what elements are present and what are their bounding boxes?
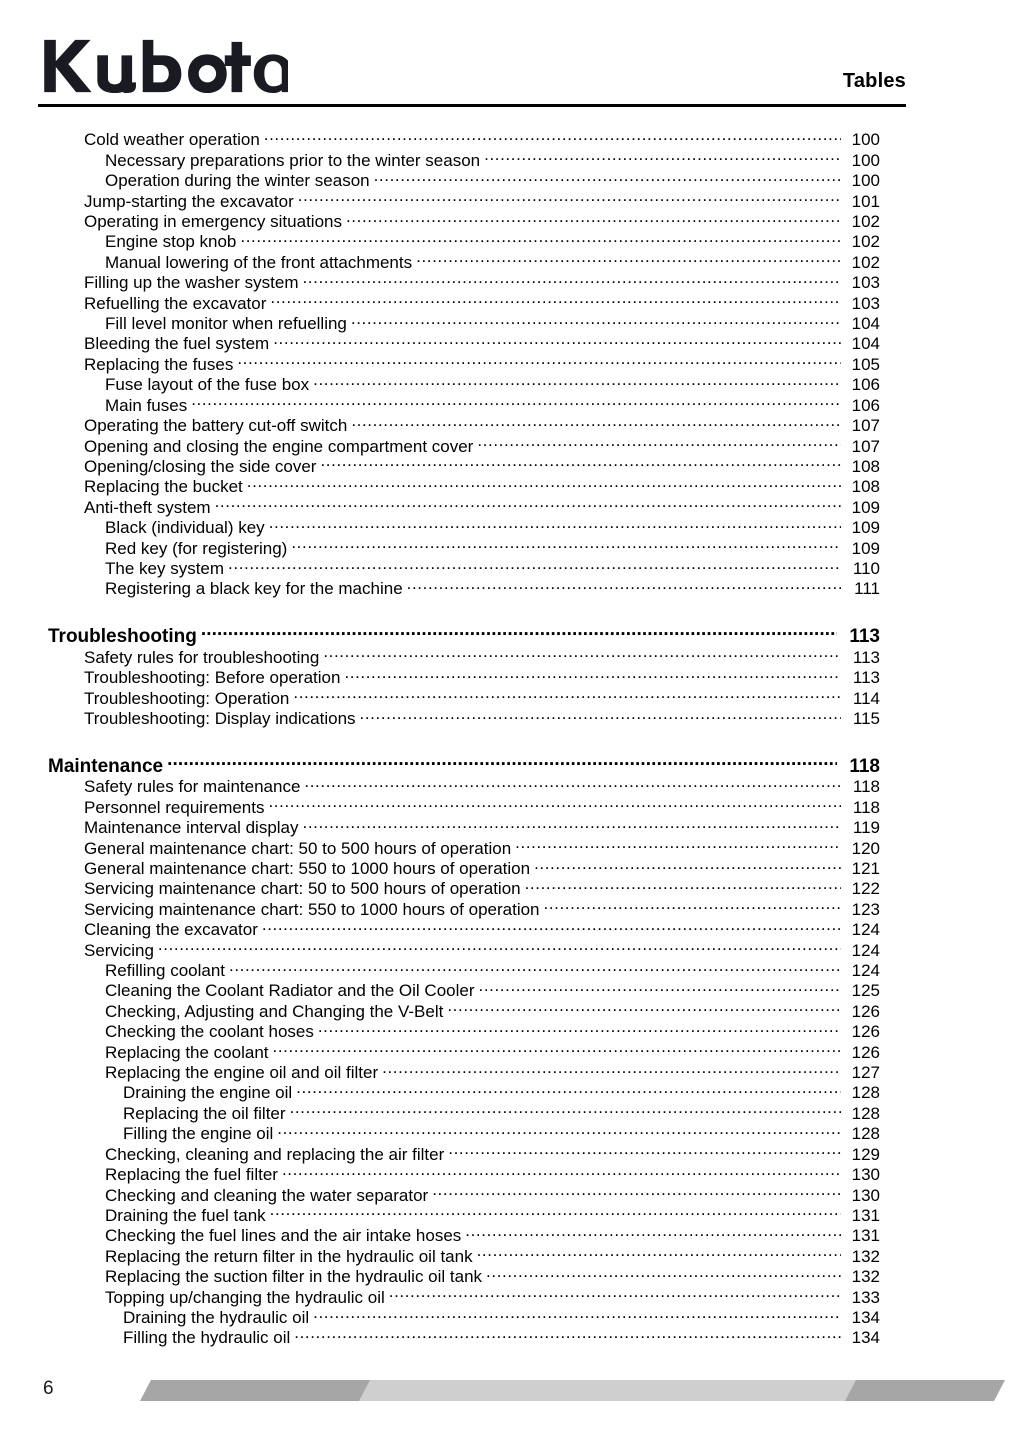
toc-entry-page-number: 100 — [851, 150, 880, 170]
toc-leader-dots — [351, 411, 841, 431]
toc-entry-label: Opening/closing the side cover — [84, 456, 317, 476]
toc-leader-dots — [228, 554, 841, 574]
toc-leader-dots — [273, 1037, 841, 1057]
toc-leader-dots — [416, 247, 841, 267]
toc-entry-label: Replacing the coolant — [105, 1042, 269, 1062]
toc-entry-label: Filling the hydraulic oil — [123, 1328, 291, 1348]
toc-leader-dots — [407, 574, 841, 594]
toc-entry-label: Troubleshooting: Before operation — [84, 668, 341, 688]
toc-entry-page-number: 110 — [852, 558, 880, 578]
toc-entry-page-number: 104 — [851, 314, 880, 334]
toc-leader-dots — [273, 329, 841, 349]
toc-entry-label: Cold weather operation — [84, 130, 260, 150]
toc-entry-label: Refilling coolant — [105, 961, 226, 981]
header-divider-rule — [38, 104, 906, 107]
toc-entry-label: Servicing maintenance chart: 50 to 500 hours of operation — [84, 879, 521, 899]
toc-entry-label: Operating the battery cut-off switch — [84, 416, 348, 436]
toc-entry-page-number: 113 — [852, 647, 880, 667]
toc-leader-dots — [346, 207, 841, 227]
toc-entry-label: Replacing the bucket — [84, 477, 243, 497]
toc-entry-page-number: 129 — [851, 1144, 880, 1164]
toc-entry-label: Maintenance interval display — [84, 818, 299, 838]
toc-leader-dots — [282, 1160, 841, 1180]
toc-entry-page-number: 124 — [851, 920, 880, 940]
toc-entry-page-number: 126 — [851, 1001, 880, 1021]
toc-entry-page-number: 109 — [851, 538, 880, 558]
toc-entry-label: Draining the hydraulic oil — [123, 1307, 310, 1327]
toc-entry-page-number: 132 — [851, 1246, 880, 1266]
toc-leader-dots — [270, 1201, 841, 1221]
toc-entry-page-number: 134 — [851, 1307, 880, 1327]
toc-entry-page-number: 134 — [851, 1328, 880, 1348]
toc-entry-page-number: 127 — [851, 1063, 880, 1083]
toc-entry-label: Cleaning the Coolant Radiator and the Oil Cooler — [105, 981, 475, 1001]
toc-entry-page-number: 106 — [851, 375, 880, 395]
toc-leader-dots — [344, 663, 841, 683]
toc-entry-page-number: 128 — [851, 1103, 880, 1123]
toc-leader-dots — [294, 1323, 841, 1343]
toc-entry-page-number: 107 — [851, 436, 880, 456]
toc-entry-label: Manual lowering of the front attachments — [105, 252, 413, 272]
toc-entry-label: Replacing the fuses — [84, 354, 234, 374]
toc-leader-dots — [264, 125, 841, 145]
toc-entry-label: The key system — [105, 558, 225, 578]
toc-entry-label: Safety rules for maintenance — [84, 777, 301, 797]
toc-entry-page-number: 124 — [851, 961, 880, 981]
toc-entry-label: Replacing the engine oil and oil filter — [105, 1063, 379, 1083]
toc-entry-page-number: 100 — [851, 130, 880, 150]
toc-leader-dots — [486, 1262, 841, 1282]
toc-entry-page-number: 103 — [851, 273, 880, 293]
toc-entry-page-number: 118 — [852, 797, 880, 817]
toc-entry-label: Replacing the fuel filter — [105, 1165, 278, 1185]
toc-entry-label: Cleaning the excavator — [84, 920, 258, 940]
toc-entry-page-number: 119 — [852, 818, 880, 838]
toc-entry-page-number: 130 — [851, 1185, 880, 1205]
toc-entry-page-number: 113 — [849, 626, 880, 648]
toc-entry-label: Topping up/changing the hydraulic oil — [105, 1287, 385, 1307]
toc-entry-label: Troubleshooting: Display indications — [84, 708, 356, 728]
toc-entry-page-number: 106 — [851, 395, 880, 415]
toc-entry-page-number: 102 — [851, 232, 880, 252]
toc-leader-dots — [270, 288, 841, 308]
toc-entry-page-number: 103 — [851, 293, 880, 313]
toc-entry-label: Main fuses — [105, 395, 188, 415]
toc-leader-dots — [534, 854, 841, 874]
toc-leader-dots — [229, 956, 841, 976]
toc-entry-label: Personnel requirements — [84, 797, 265, 817]
toc-entry-label: Checking and cleaning the water separator — [105, 1185, 429, 1205]
toc-entry-page-number: 114 — [852, 688, 880, 708]
toc-leader-dots — [323, 642, 841, 662]
toc-entry-label: Draining the engine oil — [123, 1083, 293, 1103]
toc-leader-dots — [215, 492, 841, 512]
toc-entry-page-number: 113 — [852, 668, 880, 688]
toc-leader-dots — [293, 683, 841, 703]
toc-entry-page-number: 133 — [851, 1287, 880, 1307]
toc-entry-label: General maintenance chart: 550 to 1000 hours of operation — [84, 859, 531, 878]
toc-leader-dots — [296, 1078, 841, 1098]
toc-entry-label: Fuse layout of the fuse box — [105, 375, 310, 395]
toc-leader-dots — [240, 227, 841, 247]
toc-entry-page-number: 121 — [851, 859, 880, 878]
toc-entry-page-number: 102 — [851, 212, 880, 232]
toc-entry-page-number: 128 — [851, 1083, 880, 1103]
toc-entry-page-number: 130 — [851, 1165, 880, 1185]
toc-entry-page-number: 123 — [851, 899, 880, 919]
toc-entry-label: Operating in emergency situations — [84, 212, 342, 232]
toc-entry-page-number: 125 — [851, 981, 880, 1001]
toc-leader-dots — [290, 1098, 841, 1118]
toc-leader-dots — [158, 935, 841, 955]
toc-entry-page-number: 105 — [851, 354, 880, 374]
toc-leader-dots — [360, 704, 841, 724]
toc-leader-dots — [167, 748, 837, 772]
toc-leader-dots — [277, 1119, 841, 1139]
toc-entry-page-number: 109 — [851, 497, 880, 517]
toc-leader-dots — [477, 431, 841, 451]
page-title: Tables — [842, 70, 906, 92]
toc-leader-dots — [191, 390, 841, 410]
toc-entry-label: Filling the engine oil — [123, 1124, 274, 1144]
toc-entry-label: Fill level monitor when refuelling — [105, 314, 347, 334]
toc-leader-dots — [351, 309, 841, 329]
toc-entry-label: Troubleshooting: Operation — [84, 688, 290, 708]
toc-entry-label: Replacing the oil filter — [123, 1103, 286, 1123]
toc-entry-label: Operation during the winter season — [105, 171, 370, 191]
toc-entry-label: Checking, Adjusting and Changing the V-Belt — [105, 1001, 444, 1021]
kubota-logo — [38, 38, 288, 94]
toc-leader-dots — [269, 513, 841, 533]
toc-leader-dots — [447, 996, 841, 1016]
toc-entry-label: Maintenance — [48, 755, 164, 777]
toc-entry-label: Black (individual) key — [105, 518, 265, 538]
toc-entry-page-number: 122 — [851, 879, 880, 899]
toc-entry-page-number: 118 — [849, 755, 880, 777]
toc-entry-label: Bleeding the fuel system — [84, 334, 270, 354]
page-header — [0, 0, 1024, 112]
toc-entry-label: Replacing the return filter in the hydraulic oil tank — [105, 1246, 473, 1266]
table-of-contents — [0, 125, 1024, 1348]
page-footer — [0, 1369, 1024, 1449]
toc-leader-dots — [389, 1282, 841, 1302]
toc-section-heading[interactable] — [0, 748, 1024, 777]
toc-leader-dots — [477, 1241, 841, 1261]
toc-entry-page-number: 107 — [851, 416, 880, 436]
toc-entry-page-number: 108 — [851, 477, 880, 497]
toc-leader-dots — [237, 349, 841, 369]
toc-entry-page-number: 128 — [851, 1124, 880, 1144]
toc-entry-label: Necessary preparations prior to the winter season — [105, 150, 481, 170]
toc-leader-dots — [318, 1017, 841, 1037]
toc-leader-dots — [268, 792, 841, 812]
toc-leader-dots — [382, 1058, 841, 1078]
toc-leader-dots — [262, 915, 841, 935]
toc-leader-dots — [525, 874, 841, 894]
toc-leader-dots — [304, 772, 841, 792]
toc-entry-label: Servicing maintenance chart: 550 to 1000 hours of operation — [84, 899, 540, 919]
toc-leader-dots — [302, 268, 841, 288]
footer-page-number: 6 — [43, 1378, 54, 1399]
toc-entry-label: Jump-starting the excavator — [84, 191, 294, 211]
toc-entry-page-number: 101 — [851, 191, 880, 211]
toc-entry-label: Refuelling the excavator — [84, 293, 267, 313]
toc-leader-dots — [515, 833, 841, 853]
toc-leader-dots — [313, 370, 841, 390]
toc-entry-label: Checking, cleaning and replacing the air filter — [105, 1144, 445, 1164]
toc-entry-page-number: 108 — [851, 456, 880, 476]
toc-leader-dots — [544, 894, 841, 914]
toc-entry-label: Registering a black key for the machine — [105, 579, 403, 599]
toc-entry-page-number: 111 — [854, 579, 880, 599]
toc-entry-label: Replacing the suction filter in the hydraulic oil tank — [105, 1267, 483, 1287]
toc-leader-dots — [484, 145, 841, 165]
toc-entry-label: Troubleshooting — [48, 626, 197, 648]
toc-entry-page-number: 131 — [851, 1205, 880, 1225]
toc-leader-dots — [201, 618, 837, 642]
toc-entry-label: Servicing — [84, 940, 154, 960]
toc-entry-page-number: 109 — [851, 518, 880, 538]
toc-leader-dots — [291, 533, 841, 553]
toc-entry-label: Opening and closing the engine compartment cover — [84, 436, 474, 456]
toc-entry-page-number: 115 — [852, 708, 880, 728]
footer-decorative-bar — [140, 1380, 1005, 1401]
toc-leader-dots — [465, 1221, 841, 1241]
toc-entry-page-number: 126 — [851, 1022, 880, 1042]
toc-entry-label: General maintenance chart: 50 to 500 hours of operation — [84, 838, 512, 858]
toc-entry-page-number: 100 — [851, 171, 880, 191]
toc-entry-label: Anti-theft system — [84, 497, 211, 517]
toc-entry-label: Red key (for registering) — [105, 538, 288, 558]
toc-leader-dots — [374, 166, 841, 186]
toc-entry-page-number: 126 — [851, 1042, 880, 1062]
toc-entry-label: Filling up the washer system — [84, 273, 299, 293]
toc-leader-dots — [432, 1180, 841, 1200]
toc-leader-dots — [479, 976, 841, 996]
toc-entry-label: Safety rules for troubleshooting — [84, 647, 320, 667]
toc-entry-page-number: 124 — [851, 940, 880, 960]
toc-section-heading[interactable] — [0, 618, 1024, 648]
toc-leader-dots — [303, 813, 841, 833]
toc-leader-dots — [448, 1139, 841, 1159]
toc-entry-page-number: 118 — [852, 777, 880, 797]
toc-leader-dots — [313, 1303, 841, 1323]
toc-entry-label: Checking the fuel lines and the air intake hoses — [105, 1226, 462, 1246]
toc-leader-dots — [320, 452, 841, 472]
toc-entry-label: Draining the fuel tank — [105, 1205, 266, 1225]
toc-leader-dots — [247, 472, 841, 492]
toc-entry-page-number: 132 — [851, 1267, 880, 1287]
toc-entry-page-number: 131 — [851, 1226, 880, 1246]
toc-entry-page-number: 102 — [851, 252, 880, 272]
toc-entry-page-number: 120 — [851, 838, 880, 858]
toc-entry[interactable] — [0, 125, 1024, 150]
toc-entry-page-number: 104 — [851, 334, 880, 354]
toc-leader-dots — [298, 186, 841, 206]
toc-entry-label: Checking the coolant hoses — [105, 1022, 314, 1042]
toc-entry-label: Engine stop knob — [105, 232, 237, 252]
